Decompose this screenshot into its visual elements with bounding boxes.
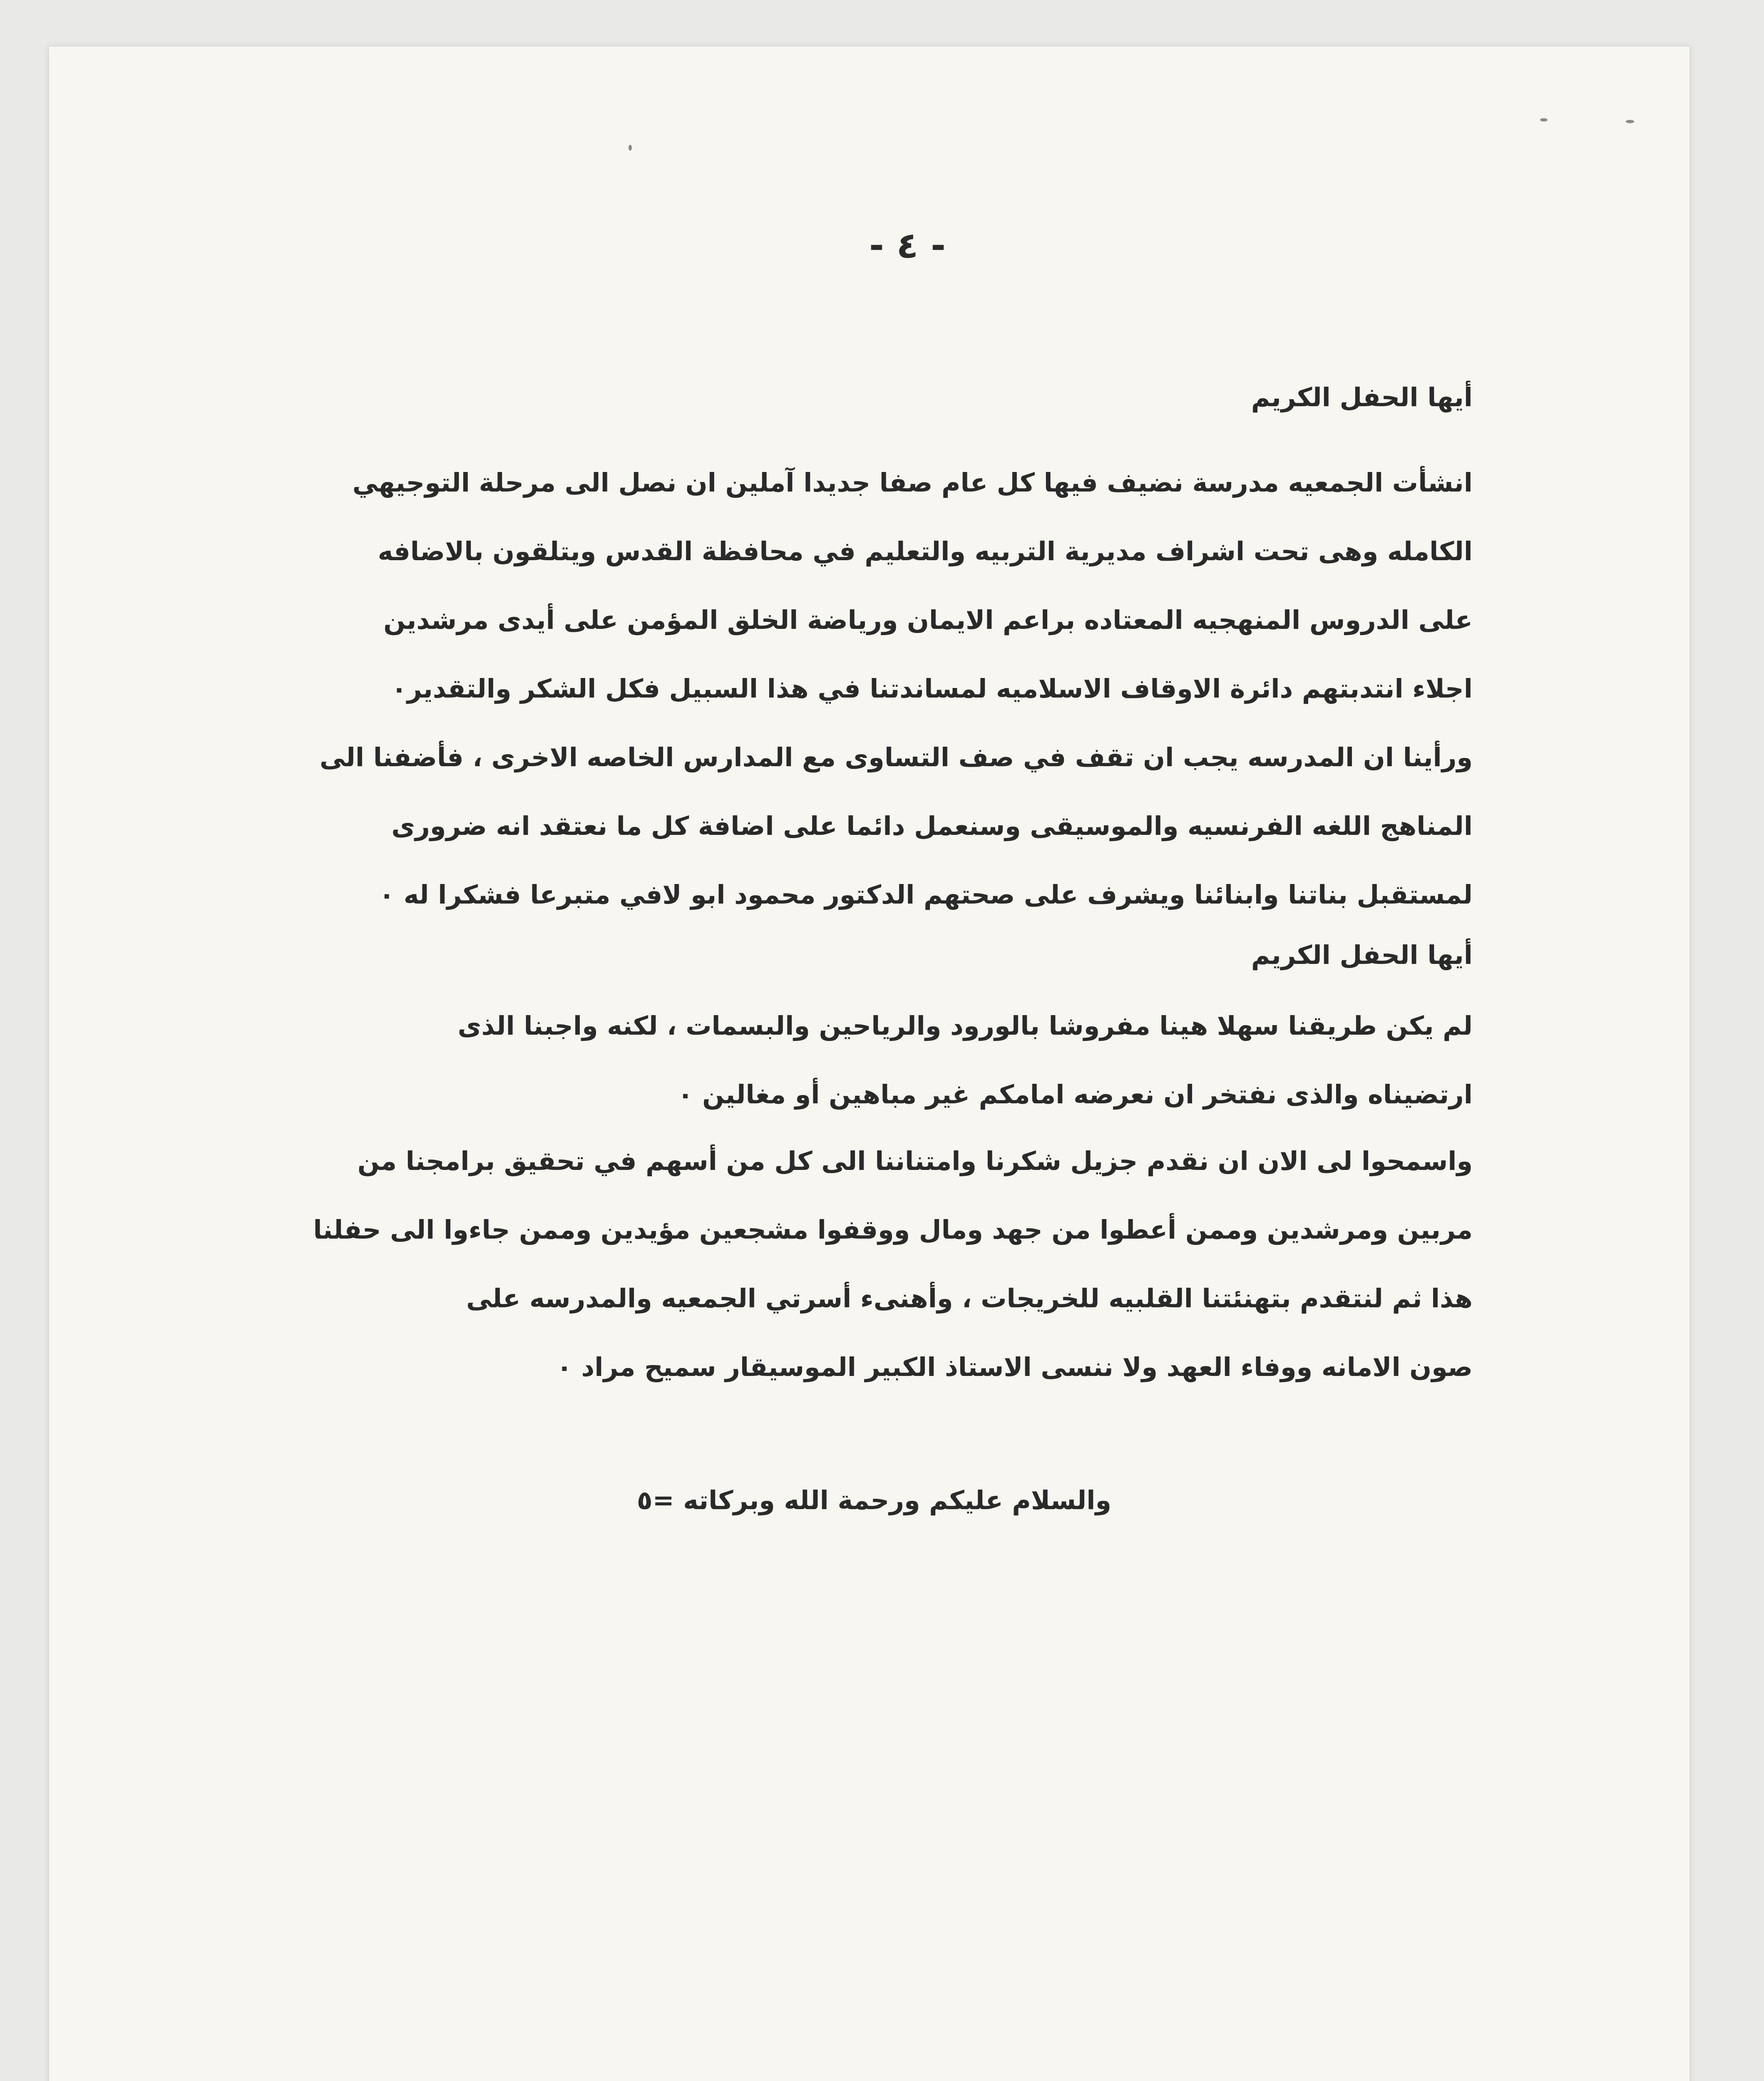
body-line: الكامله وهى تحت اشراف مديرية التربيه والتعليم في محافظة القدس ويتلقون بالاضافه [378,536,1473,566]
body-line: صون الامانه ووفاء العهد ولا ننسى الاستاذ الكبير الموسيقار سميح مراد ٠ [557,1352,1473,1382]
body-line: انشأت الجمعيه مدرسة نضيف فيها كل عام صفا جديدا آملين ان نصل الى مرحلة التوجيهي [352,467,1473,498]
paper-speck [1540,118,1548,122]
paper-speck [1626,120,1634,123]
paper-speck [629,145,632,151]
body-line: هذا ثم لنتقدم بتهنئتنا القلبيه للخريجات ، وأهنىء أسرتي الجمعيه والمدرسه على [466,1283,1473,1314]
closing-salutation: والسلام عليكم ورحمة الله وبركاته =٥ [636,1485,1112,1515]
body-line: ارتضيناه والذى نفتخر ان نعرضه امامكم غير مباهين أو مغالين ٠ [677,1079,1473,1110]
heading-greeting: أيها الحفل الكريم [1251,940,1473,970]
body-line: مربين ومرشدين وممن أعطوا من جهد ومال ووقفوا مشجعين مؤيدين وممن جاءوا الى حفلنا [313,1214,1473,1245]
body-line: لم يكن طريقنا سهلا هينا مفروشا بالورود والرياحين والبسمات ، لكنه واجبنا الذى [457,1011,1473,1041]
document-page [49,47,1689,2081]
page-number: - ٤ - [869,225,946,266]
body-line: اجلاء انتدبتهم دائرة الاوقاف الاسلاميه لمساندتنا في هذا السبيل فكل الشكر والتقدير٠ [391,673,1473,704]
body-line: واسمحوا لى الان ان نقدم جزيل شكرنا وامتناننا الى كل من أسهم في تحقيق برامجنا من [357,1146,1473,1176]
body-line: لمستقبل بناتنا وابنائنا ويشرف على صحتهم الدكتور محمود ابو لافي متبرعا فشكرا له ٠ [379,879,1473,910]
body-line: على الدروس المنهجيه المعتاده براعم الايمان ورياضة الخلق المؤمن على أيدى مرشدين [383,605,1473,635]
heading-greeting: أيها الحفل الكريم [1251,382,1473,412]
body-line: المناهج اللغه الفرنسيه والموسيقى وسنعمل دائما على اضافة كل ما نعتقد انه ضرورى [391,811,1473,841]
body-line: ورأينا ان المدرسه يجب ان تقف في صف التساوى مع المدارس الخاصه الاخرى ، فأضفنا الى [319,742,1473,772]
